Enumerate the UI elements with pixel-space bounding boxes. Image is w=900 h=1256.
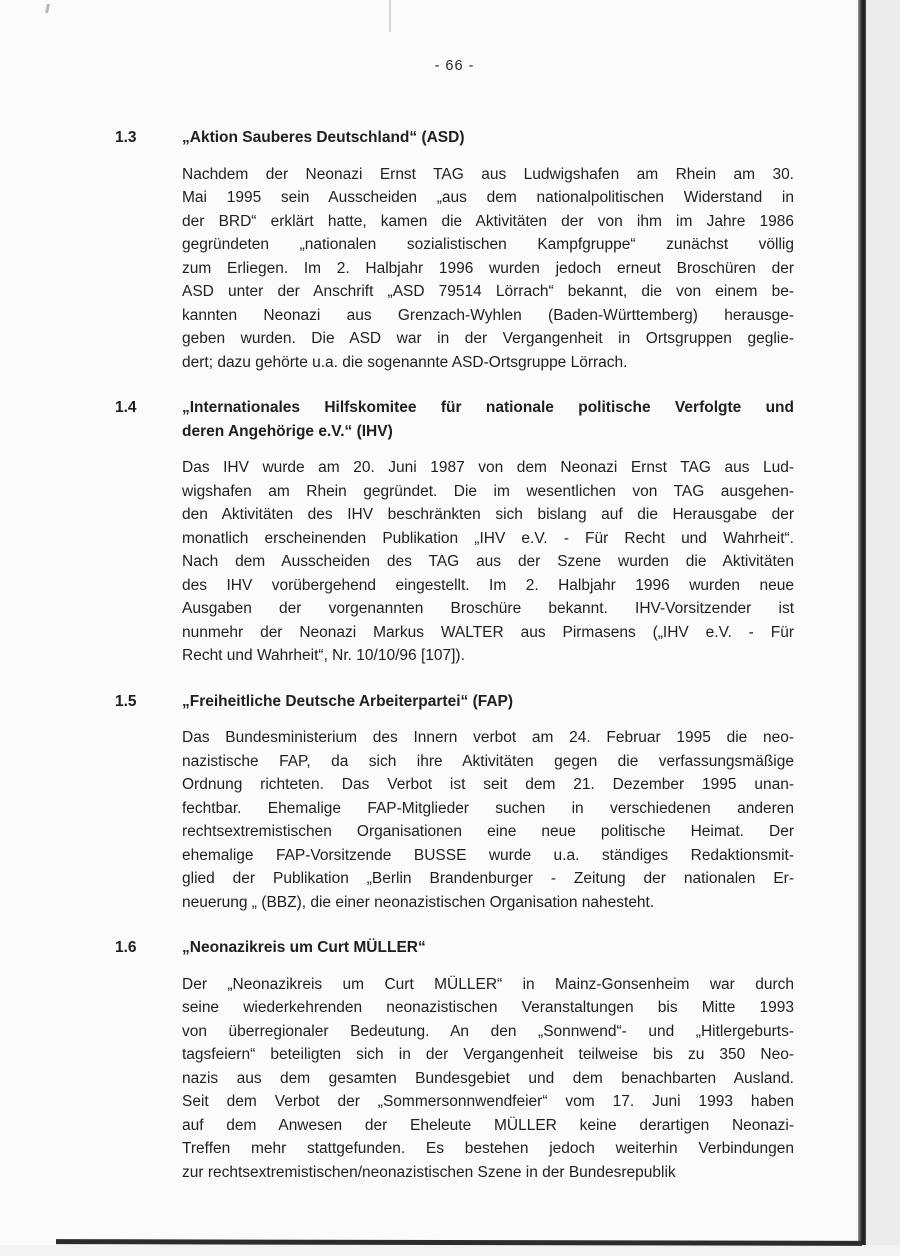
section-body-line: Ausgaben der vorgenannten Broschüre bekannt. IHV-Vorsitzender ist [182, 600, 794, 617]
section-body-line: ASD unter der Anschrift „ASD 79514 Lörrach“ bekannt, die von einem be- [182, 283, 794, 300]
section-body-line: Recht und Wahrheit“, Nr. 10/10/96 [107]). [182, 647, 465, 664]
section-body-line: auf dem Anwesen der Eheleute MÜLLER keine derartigen Neonazi- [182, 1116, 794, 1134]
document-section [115, 126, 794, 374]
section-body-line: dert; dazu gehörte u.a. die sogenannte ASD-Ortsgruppe Lörrach. [182, 353, 628, 371]
section-body-line: Treffen mehr stattgefunden. Es bestehen jedoch weiterhin Verbindungen [182, 1140, 794, 1157]
section-body-line: neuerung „ (BBZ), die einer neonazistischen Organisation nahesteht. [182, 893, 655, 911]
document-section [115, 396, 794, 668]
section-heading [115, 126, 794, 150]
section-body [182, 163, 794, 375]
section-number: 1.5 [115, 692, 137, 710]
section-title [182, 396, 794, 443]
section-body [182, 456, 794, 668]
section-body-line: von überregionaler Bedeutung. An den „Sonnwend“- und „Hitlergeburts- [182, 1022, 794, 1040]
section-number: 1.4 [115, 399, 137, 416]
section-body-line: Der „Neonazikreis um Curt MÜLLER“ in Mainz-Gonsenheim war durch [182, 975, 794, 993]
section-body-line: nazistische FAP, da sich ihre Aktivitäten gegen die verfassungsmäßige [182, 752, 794, 770]
document-section [115, 690, 794, 915]
section-title-line: „Neonazikreis um Curt MÜLLER“ [182, 939, 426, 956]
scan-bottom-margin [0, 1245, 900, 1256]
section-number: 1.3 [115, 129, 137, 146]
section-body-line: Nachdem der Neonazi Ernst TAG aus Ludwigshafen am Rhein am 30. [182, 165, 794, 183]
section-body-line: monatlich erscheinenden Publikation „IHV e.V. - Für Recht und Wahrheit“. [182, 529, 794, 547]
section-body-line: zum Erliegen. Im 2. Halbjahr 1996 wurden jedoch erneut Broschüren der [182, 259, 794, 277]
section-body-line: fechtbar. Ehemalige FAP-Mitglieder suchen in verschiedenen anderen [182, 799, 794, 817]
section-body-line: zur rechtsextremistischen/neonazistischen Szene in der Bundesrepublik [182, 1163, 676, 1181]
section-heading [115, 690, 794, 714]
section-body-line: nunmehr der Neonazi Markus WALTER aus Pirmasens („IHV e.V. - Für [182, 623, 794, 641]
section-body-line: Mai 1995 sein Ausscheiden „aus dem nationalpolitischen Widerstand in [182, 189, 794, 206]
section-body-line: des IHV vorübergehend eingestellt. Im 2. Halbjahr 1996 wurden neue [182, 576, 794, 594]
section-body-line: wigshafen am Rhein gegründet. Die im wesentlichen von TAG ausgehen- [182, 482, 794, 500]
section-body-line: Seit dem Verbot der „Sommersonnwendfeier“ vom 17. Juni 1993 haben [182, 1093, 794, 1110]
section-body-line: tagsfeiern“ beteiligten sich in der Vergangenheit teilweise bis zu 350 Neo- [182, 1046, 794, 1063]
scan-speck-mark [45, 4, 50, 13]
section-body-line: seine wiederkehrenden neonazistischen Veranstaltungen bis Mitte 1993 [182, 999, 794, 1016]
section-body-line: Das Bundesministerium des Innern verbot am 24. Februar 1995 die neo- [182, 729, 794, 746]
section-body-line: gegründeten „nationalen sozialistischen Kampfgruppe“ zunächst völlig [182, 236, 794, 253]
section-body-line: Nach dem Ausscheiden des TAG aus der Szene wurden die Aktivitäten [182, 553, 794, 570]
section-body [182, 726, 794, 914]
section-title [182, 936, 794, 960]
section-body-line: ehemalige FAP-Vorsitzende BUSSE wurde u.a. ständiges Redaktionsmit- [182, 846, 794, 864]
section-body-line: der BRD“ erklärt hatte, kamen die Aktivitäten der von ihm im Jahre 1986 [182, 212, 794, 230]
scan-crease-mark [389, 0, 391, 32]
section-number: 1.6 [115, 939, 137, 956]
section-body-line: nazis aus dem gesamten Bundesgebiet und dem benachbarten Ausland. [182, 1069, 794, 1087]
section-body-line: rechtsextremistischen Organisationen eine neue politische Heimat. Der [182, 823, 794, 840]
section-title-line: deren Angehörige e.V.“ (IHV) [182, 422, 393, 440]
section-body-line: Das IHV wurde am 20. Juni 1987 von dem Neonazi Ernst TAG aus Lud- [182, 459, 794, 476]
section-body [182, 973, 794, 1185]
section-body-line: glied der Publikation „Berlin Brandenburger - Zeitung der nationalen Er- [182, 870, 794, 887]
section-title-line: „Freiheitliche Deutsche Arbeiterpartei“ (FAP) [182, 692, 514, 710]
scan-right-margin [866, 0, 900, 1256]
section-body-line: den Aktivitäten des IHV beschränkten sich bislang auf die Herausgabe der [182, 506, 794, 523]
page-number: - 66 - [434, 58, 475, 74]
section-body-line: kannten Neonazi aus Grenzach-Wyhlen (Baden-Württemberg) herausge- [182, 306, 794, 324]
section-heading [115, 936, 794, 960]
document-section [115, 936, 794, 1184]
section-body-line: geben wurden. Die ASD war in der Vergangenheit in Ortsgruppen geglie- [182, 330, 794, 347]
section-heading [115, 396, 794, 443]
section-title-line: „Internationales Hilfskomitee für nationale politische Verfolgte und [182, 399, 794, 416]
section-title-line: „Aktion Sauberes Deutschland“ (ASD) [182, 129, 465, 146]
section-title [182, 690, 794, 714]
scan-edge-shadow-right [858, 0, 866, 1250]
section-title [182, 126, 794, 150]
section-body-line: Ordnung richteten. Das Verbot ist seit dem 21. Dezember 1995 unan- [182, 776, 794, 793]
document-content [115, 126, 794, 1184]
